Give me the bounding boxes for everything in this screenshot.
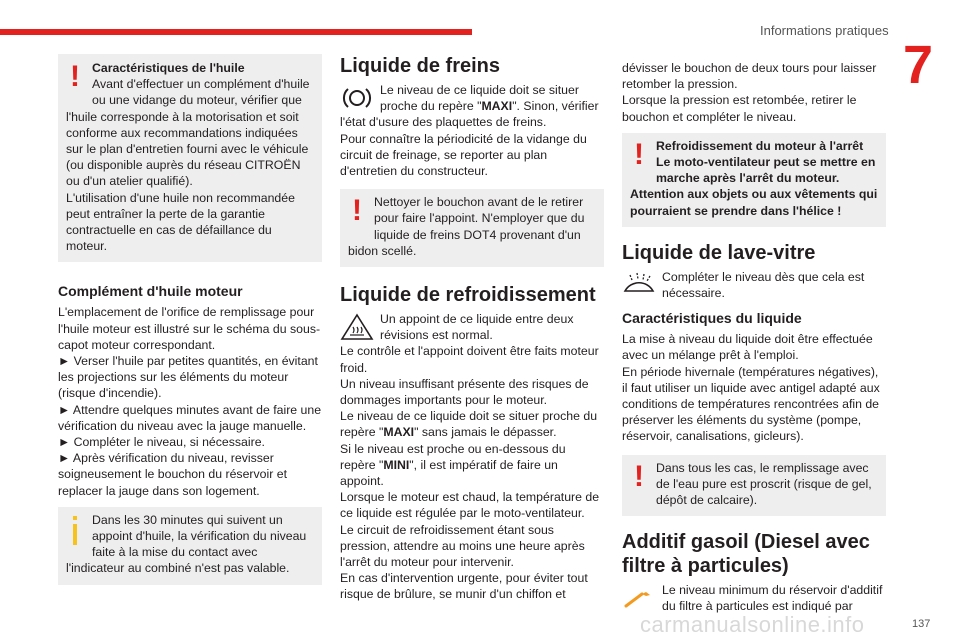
fan-box-text2: Attention aux objets ou aux vêtements qui pourraient se prendre dans l'hélice ! [630, 187, 878, 218]
additive-text: Le niveau minimum du réservoir d'additif du filtre à particules est indiqué par [662, 583, 883, 614]
coolant-p6: Lorsque le moteur est chaud, la température de ce liquide est régulée par le moto-ventilateur. [340, 490, 600, 521]
warning-box-oil [58, 54, 322, 262]
header-accent-bar [0, 29, 472, 35]
liquid-characteristics-heading: Caractéristiques du liquide [622, 310, 802, 327]
brake-heading: Liquide de freins [340, 55, 501, 77]
coolant-p1: Un appoint de ce liquide entre deux révisions est normal. [380, 312, 574, 343]
char-p1: La mise à niveau du liquide doit être effectuée avec un mélange prêt à l'emploi. [622, 332, 873, 363]
column-left [58, 54, 322, 585]
warning-exclamation-icon: ! [70, 60, 80, 93]
warning-box-brake [340, 189, 604, 267]
washer-fluid-icon [622, 271, 656, 299]
brake-box-text: Nettoyer le bouchon avant de le retirer pour faire l'appoint. N'employer que du liquide de freins DOT4 provenant d'un bidon scellé. [348, 195, 585, 258]
oil-box-text2: L'utilisation d'une huile non recommandée peut entraîner la perte de la garantie contractuelle en cas de défaillance du moteur. [66, 190, 295, 254]
step-2: ► Attendre quelques minutes avant de faire une vérification du niveau avec la jauge manuelle. [58, 402, 322, 433]
column-middle [340, 54, 604, 603]
additive-heading: Additif gasoil (Diesel avec filtre à particules) [622, 531, 870, 578]
warning-exclamation-icon: ! [352, 194, 362, 228]
warning-box-fan [622, 133, 886, 227]
watermark: carmanualsonline.info [640, 612, 865, 637]
warning-box-water [622, 455, 886, 517]
brake-text: Le niveau de ce liquide doit se situer proche du repère "MAXI". Sinon, vérifier l'état d'usure des plaquettes de freins. [340, 83, 599, 130]
oil-box-title: Caractéristiques de l'huile [92, 61, 245, 75]
water-box-text: Dans tous les cas, le remplissage avec de l'eau pure est proscrit (risque de gel, dépôt de calcaire). [656, 460, 872, 508]
coolant-heading: Liquide de refroidissement [340, 284, 596, 307]
coolant-p5: Si le niveau est proche ou en-dessous du repère "MINI", il est impératif de faire un appoint. [340, 441, 566, 489]
step-1: ► Verser l'huile par petites quantités, en évitant les projections sur les éléments du moteur (risque d'incendie). [58, 354, 318, 401]
coolant-p7: Le circuit de refroidissement étant sous pression, attendre au moins une heure après l'arrêt du moteur pour intervenir. [340, 522, 585, 570]
coolant-p3: Un niveau insuffisant présente des risques de dommages importants pour le moteur. [340, 376, 589, 408]
page-header-title: Informations pratiques [760, 23, 889, 38]
brake-text2: Pour connaître la périodicité de la vidange du circuit de freinage, se reporter au plan d'entretien du constructeur. [340, 131, 587, 179]
info-box-text: Dans les 30 minutes qui suivent un appoint d'huile, la vérification du niveau faite à la mise du contact avec l'indicateur au combiné n'est pas valable. [66, 512, 307, 576]
hot-surface-warning-icon [340, 313, 374, 341]
coolant-cont-p2: Lorsque la pression est retombée, retirer le bouchon et compléter le niveau. [622, 93, 857, 124]
step-4: ► Après vérification du niveau, revisser soigneusement le bouchon du réservoir et replacer la jauge dans son logement. [58, 451, 287, 498]
washer-text: Compléter le niveau dès que cela est nécessaire. [662, 269, 865, 301]
coolant-p2: Le contrôle et l'appoint doivent être faits moteur froid. [340, 344, 599, 375]
complement-intro: L'emplacement de l'orifice de remplissage pour l'huile moteur est illustré sur le schéma du sous-capot moteur correspondant. [58, 305, 321, 352]
char-p2: En période hivernale (températures négatives), il faut utiliser un liquide avec antigel adapté aux conditions de températures rencontrées afin de préserver les éléments du système (pompe, réservoir, canalisations, gicleurs). [622, 364, 880, 444]
coolant-p4: Le niveau de ce liquide doit se situer proche du repère "MAXI" sans jamais le dépasser. [340, 409, 598, 440]
brake-fluid-icon [340, 84, 374, 112]
coolant-p8: En cas d'intervention urgente, pour éviter tout risque de brûlure, se munir d'un chiffon et [340, 571, 588, 602]
page-number: 137 [912, 618, 931, 630]
washer-heading: Liquide de lave-vitre [622, 241, 816, 264]
chapter-number: 7 [903, 35, 934, 95]
coolant-cont-p1: dévisser le bouchon de deux tours pour laisser retomber la pression. [622, 61, 877, 92]
info-icon [66, 514, 88, 548]
fan-box-title: Refroidissement du moteur à l'arrêt [656, 138, 864, 153]
column-right [622, 60, 886, 615]
fan-box-text: Le moto-ventilateur peut se mettre en marche après l'arrêt du moteur. [656, 155, 876, 186]
warning-exclamation-icon: ! [634, 459, 644, 493]
complement-heading: Complément d'huile moteur [58, 283, 243, 300]
warning-exclamation-icon: ! [634, 137, 644, 171]
info-box-oil-check [58, 507, 322, 585]
wrench-icon [622, 584, 656, 612]
oil-box-text: Avant d'effectuer un complément d'huile ou une vidange du moteur, vérifier que l'huile corresponde à la motorisation et soit conforme aux recommandations indiquées sur le plan d'entretien fourni avec le véhicule (ou disponible auprès du réseau CITROËN ou d'un atelier qualifié). [66, 77, 310, 189]
step-3: ► Compléter le niveau, si nécessaire. [58, 435, 265, 450]
